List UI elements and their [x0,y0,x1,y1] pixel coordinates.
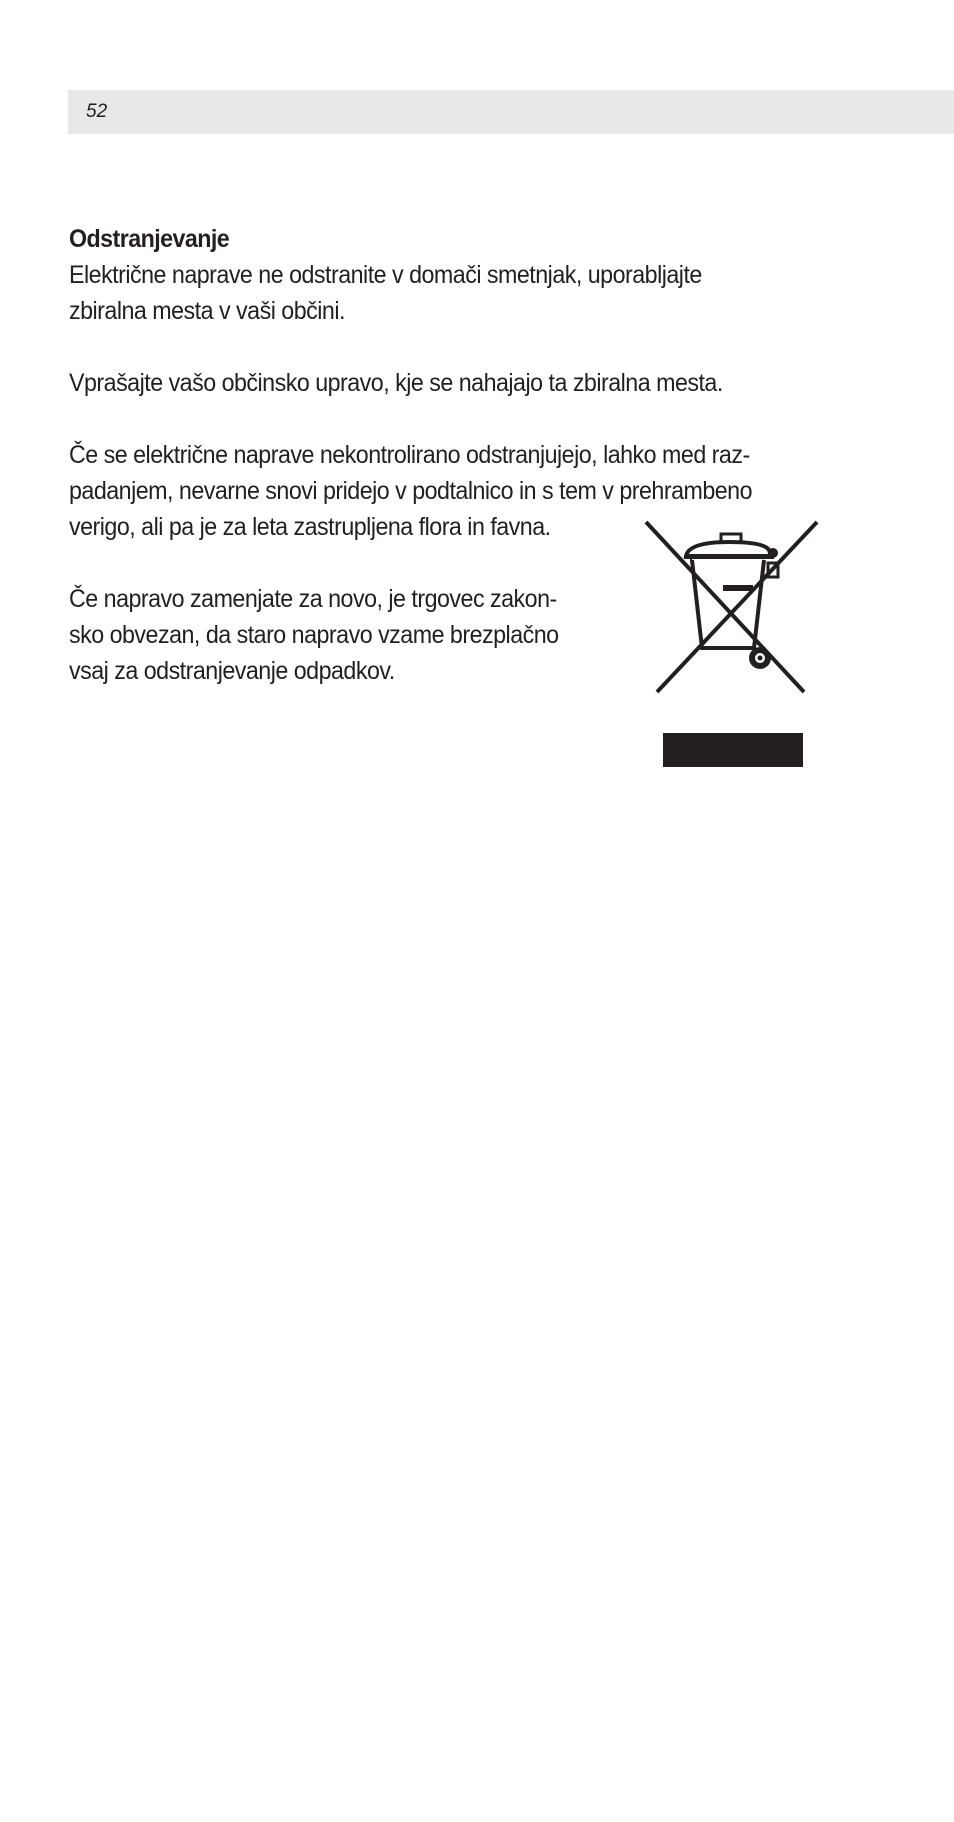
paragraph-1: Električne naprave ne odstranite v domači smetnjak, uporabljajte zbiralna mesta v vaši občini. [69,261,702,325]
paragraph-3: Če se električne naprave nekontrolirano odstranjujejo, lahko med raz- padanjem, nevarne snovi pridejo v podtalnico in s tem v prehrambeno verigo, ali pa je za leta zastrupljena flora in favna. [69,441,753,541]
page-header [68,90,954,134]
paragraph-4: Če napravo zamenjate za novo, je trgovec zakon- sko obvezan, da staro napravo vzame brezplačno vsaj za odstranjevanje odpadkov. [69,585,559,685]
crossed-out-wheelie-bin-icon [644,520,819,698]
section-heading: Odstranjevanje [69,225,230,253]
weee-black-bar [663,733,803,767]
page-number: 52 [86,101,108,122]
paragraph-2: Vprašajte vašo občinsko upravo, kje se nahajajo ta zbiralna mesta. [69,369,723,397]
